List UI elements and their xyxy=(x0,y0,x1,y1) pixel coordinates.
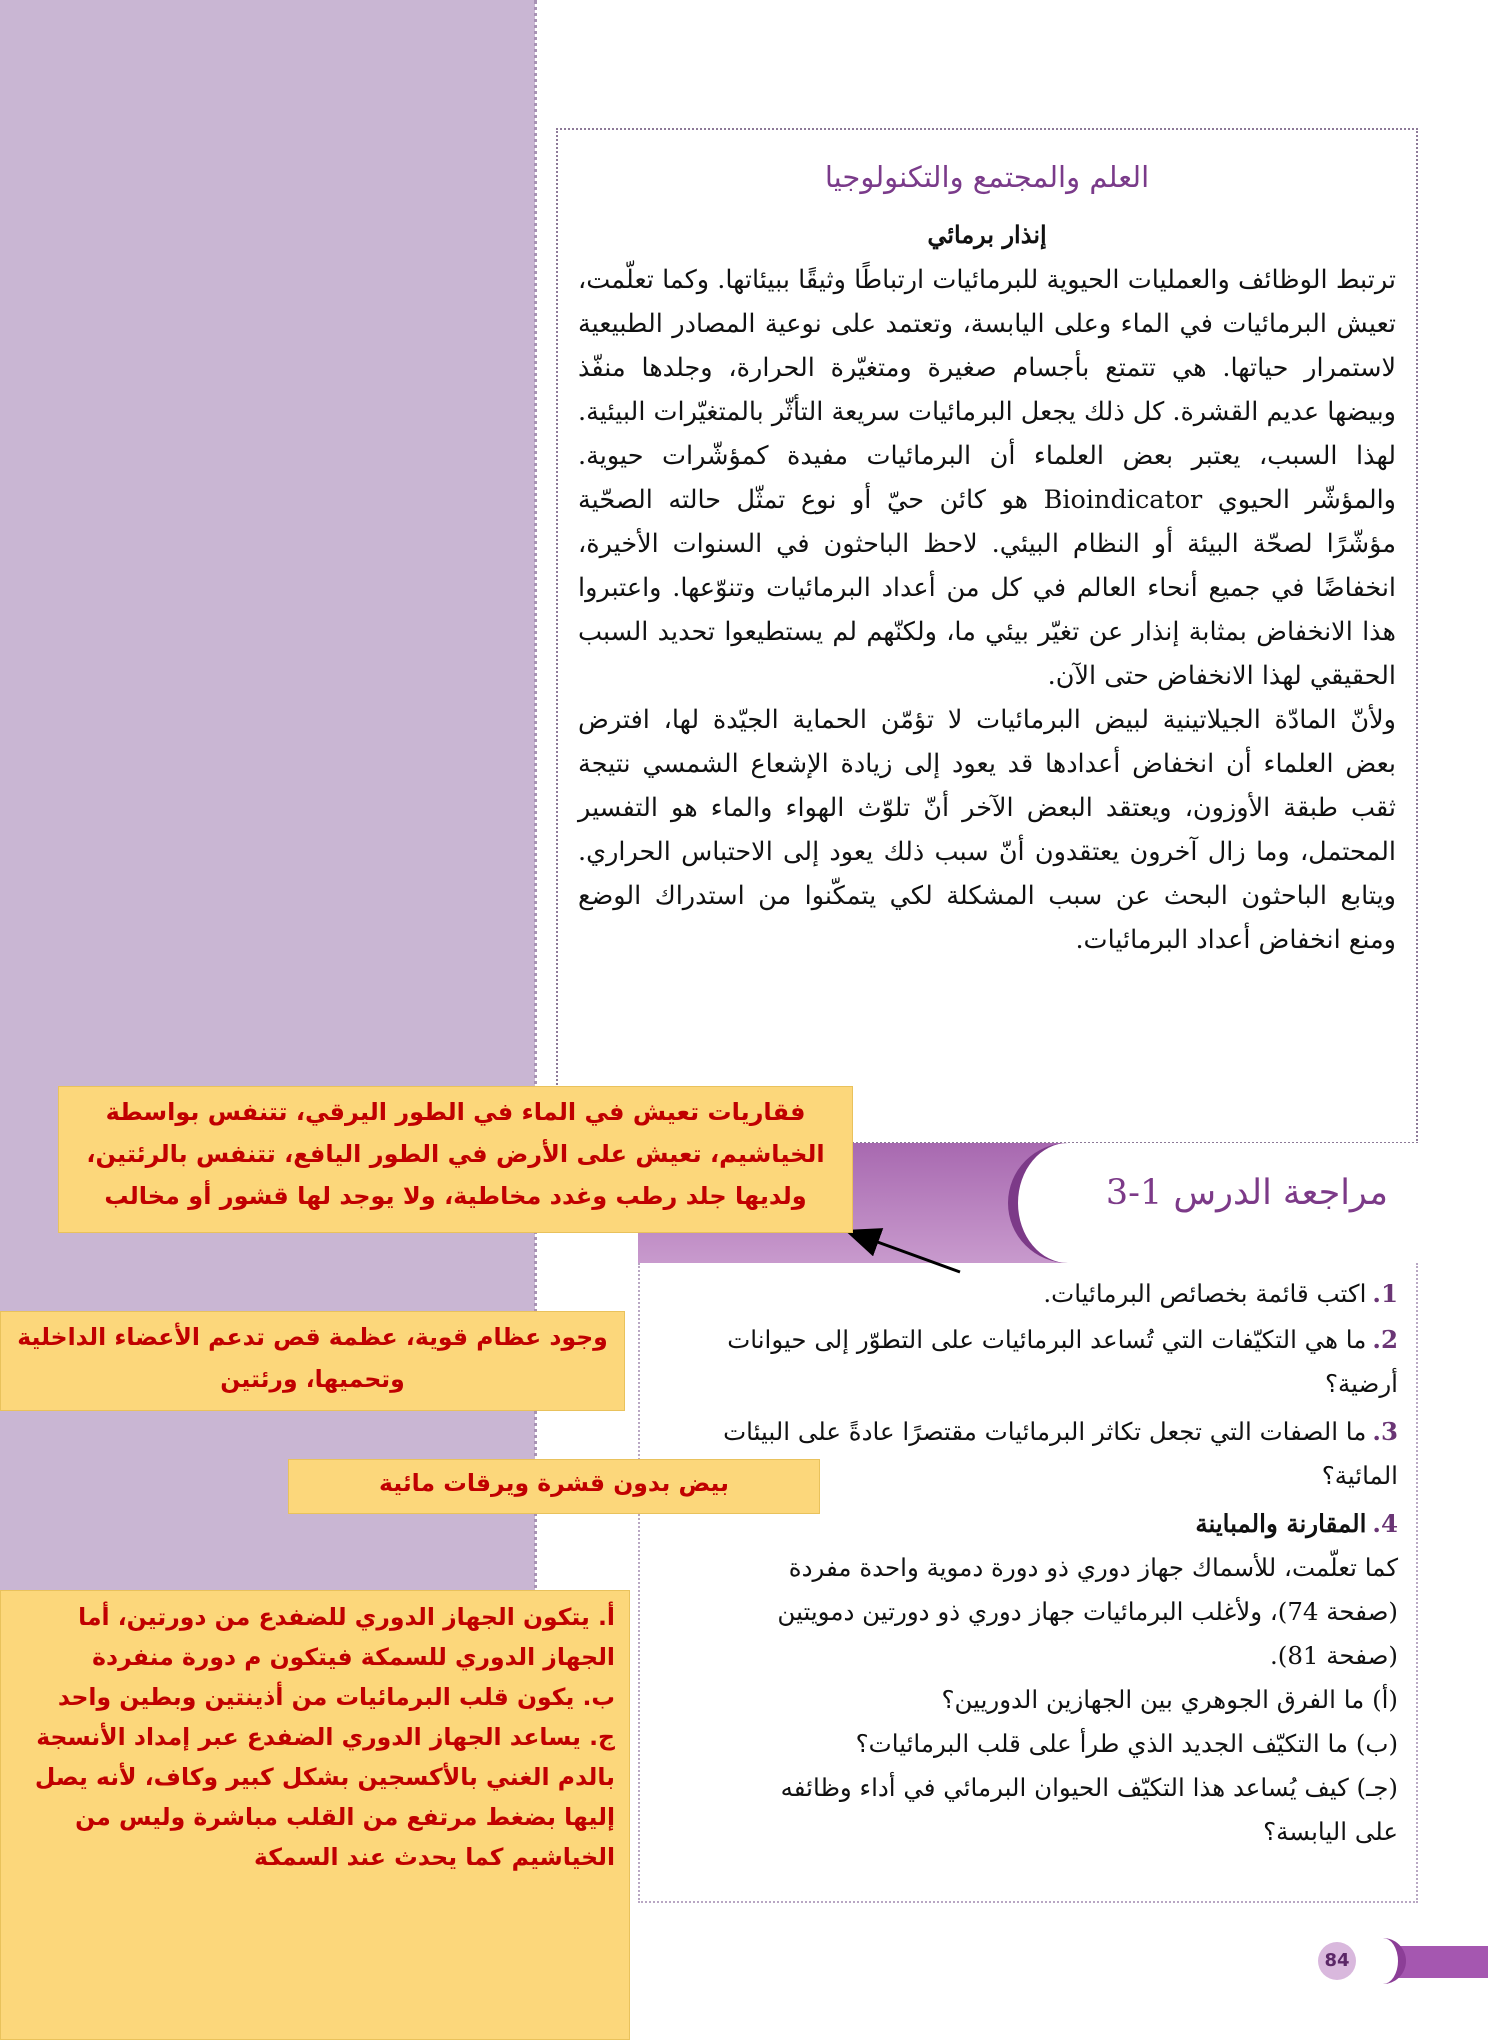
question-number: 1. xyxy=(1372,1279,1398,1308)
question-2 xyxy=(727,1318,1398,1406)
question-text: ما هي التكيّفات التي تُساعد البرمائيات على التطوّر إلى حيوانات xyxy=(727,1325,1367,1354)
answer-callout-2: وجود عظام قوية، عظمة قص تدعم الأعضاء الداخلية وتحميها، ورئتين xyxy=(0,1311,625,1411)
question-text: أرضية؟ xyxy=(1325,1369,1398,1398)
question-text: المائية؟ xyxy=(1321,1461,1398,1490)
page-number: 84 xyxy=(1318,1942,1356,1980)
box-subheading: إنذار برمائي xyxy=(927,220,1047,249)
question-text: ما الصفات التي تجعل تكاثر البرمائيات مقتصرًا عادةً على البيئات xyxy=(723,1417,1367,1446)
question-title: المقارنة والمباينة xyxy=(1195,1509,1367,1538)
question-4c: (جـ) كيف يُساعد هذا التكيّف الحيوان البرمائي في أداء وظائفه xyxy=(780,1773,1398,1802)
question-4c-continued: على اليابسة؟ xyxy=(1263,1817,1398,1846)
box-paragraph-1: ترتبط الوظائف والعمليات الحيوية للبرمائيات ارتباطًا وثيقًا ببيئاتها. وكما تعلّمت، تعيش البرمائيات في الماء وعلى اليابسة، وتعتمد على نوعية المصادر الطبيعية لاستمرار حياتها. هي تتمتع بأجسام صغيرة ومتغيّرة الحرارة، وجلدها منفّذ وبيضها عديم القشرة. كل ذلك يجعل البرمائيات سريعة التأثّر بالمتغيّرات البيئية. لهذا السبب، يعتبر بعض العلماء أن البرمائيات مفيدة كمؤشّرات حيوية. والمؤشّر الحيوي Bioindicator هو كائن حيّ أو نوع تمثّل حالته الصحّية مؤشّرًا لصحّة البيئة أو النظام البيئي. لاحظ الباحثون في السنوات الأخيرة، انخفاضًا في جميع أنحاء العالم في كل من أعداد البرمائيات وتنوّعها. واعتبروا هذا الانخفاض بمثابة إنذار عن تغيّر بيئي ما، ولكنّهم لم يستطيعوا تحديد السبب الحقيقي لهذا الانخفاض حتى الآن. xyxy=(578,265,1396,691)
question-3 xyxy=(723,1410,1398,1498)
question-number: 2. xyxy=(1372,1325,1398,1354)
answer-callout-4 xyxy=(0,1590,630,2040)
question-text: (صفحة 81). xyxy=(1269,1641,1398,1670)
answer-4c: ج. يساعد الجهاز الدوري الضفدع عبر إمداد الأنسجة بالدم الغني بالأكسجين بشكل كبير وكاف، لأنه يصل إليها بضغط مرتفع من القلب مباشرة وليس من الخياشيم كما يحدث عند السمكة xyxy=(34,1723,615,1871)
science-society-box xyxy=(556,128,1418,1144)
question-text: اكتب قائمة بخصائص البرمائيات. xyxy=(1043,1279,1367,1308)
box-body xyxy=(578,258,1396,962)
answer-callout-3: بيض بدون قشرة ويرقات مائية xyxy=(288,1459,820,1514)
question-number: 3. xyxy=(1372,1417,1398,1446)
answer-4b: ب. يكون قلب البرمائيات من أذينتين وبطين واحد xyxy=(57,1683,615,1711)
question-4 xyxy=(777,1502,1398,1854)
question-number: 4. xyxy=(1372,1509,1398,1538)
box-heading: العلم والمجتمع والتكنولوجيا xyxy=(824,160,1150,194)
question-text: كما تعلّمت، للأسماك جهاز دوري ذو دورة دموية واحدة مفردة xyxy=(788,1553,1398,1582)
question-4b: (ب) ما التكيّف الجديد الذي طرأ على قلب البرمائيات؟ xyxy=(855,1729,1398,1758)
question-text: (صفحة 74)، ولأغلب البرمائيات جهاز دوري ذو دورتين دمويتين xyxy=(777,1597,1398,1626)
question-1 xyxy=(1043,1272,1398,1316)
question-4a: (أ) ما الفرق الجوهري بين الجهازين الدوريين؟ xyxy=(941,1685,1398,1714)
answer-4a: أ. يتكون الجهاز الدوري للضفدع من دورتين، أما الجهاز الدوري للسمكة فيتكون م دورة منفردة xyxy=(78,1603,615,1671)
box-paragraph-2: ولأنّ المادّة الجيلاتينية لبيض البرمائيات لا تؤمّن الحماية الجيّدة لها، افترض بعض العلماء أن انخفاض أعدادها قد يعود إلى زيادة الإشعاع الشمسي نتيجة ثقب طبقة الأوزون، ويعتقد البعض الآخر أنّ تلوّث الهواء والماء هو التفسير المحتمل، وما زال آخرون يعتقدون أنّ سبب ذلك يعود إلى الاحتباس الحراري. ويتابع الباحثون البحث عن سبب المشكلة لكي يتمكّنوا من استدراك الوضع ومنع انخفاض أعداد البرمائيات. xyxy=(578,705,1396,955)
answer-callout-1: فقاريات تعيش في الماء في الطور اليرقي، تتنفس بواسطة الخياشيم، تعيش على الأرض في الطور اليافع، تتنفس بالرئتين، ولديها جلد رطب وغدد مخاطية، ولا يوجد لها قشور أو مخالب xyxy=(58,1086,853,1233)
review-title: مراجعة الدرس 1-3 xyxy=(1105,1173,1388,1213)
review-title-pill xyxy=(1008,1143,1488,1263)
